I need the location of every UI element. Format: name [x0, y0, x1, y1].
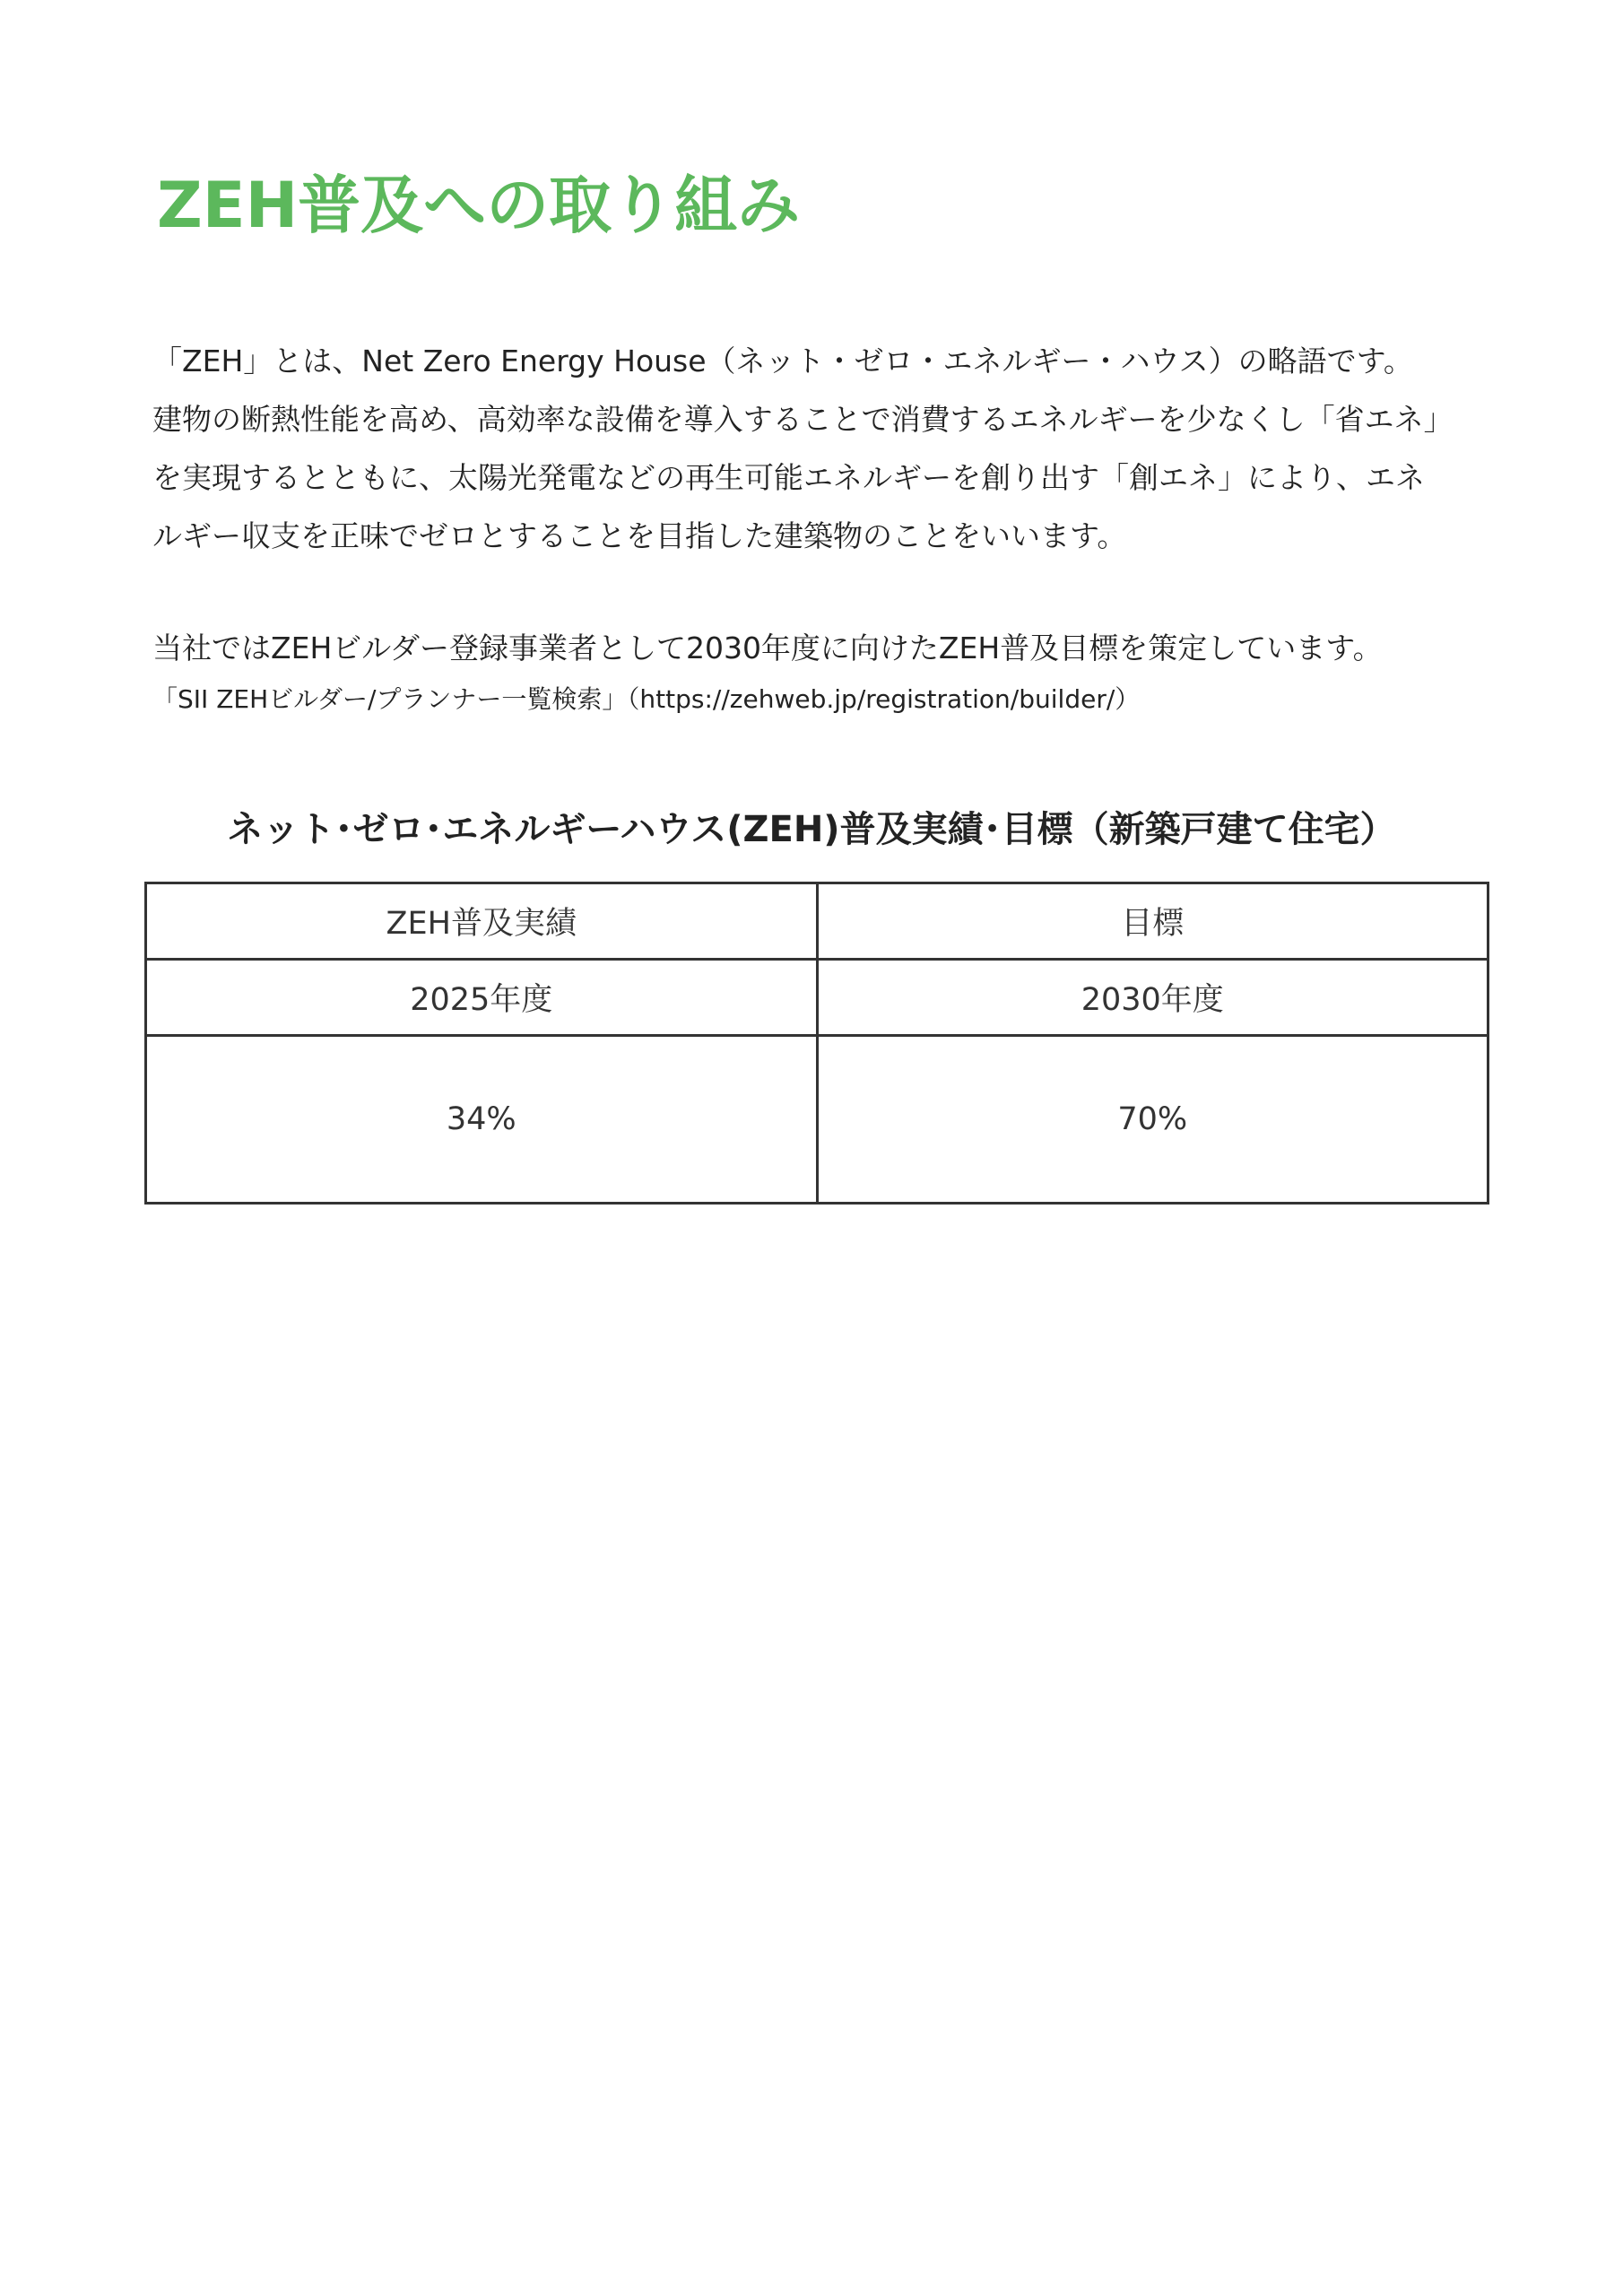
header-cell-target: 目標	[817, 883, 1488, 960]
table-title: ネット･ゼロ･エネルギーハウス(ZEH)普及実績･目標（新築戸建て住宅）	[227, 809, 1396, 850]
intro-line: を実現するとともに、太陽光発電などの再生可能エネルギーを創り出す「創エネ」により、エネ	[152, 460, 1425, 495]
value-cell-target: 70%	[817, 1036, 1488, 1204]
header-cell-results: ZEH普及実績	[146, 883, 818, 960]
intro-line: 「ZEH」とは、Net Zero Energy House（ネット・ゼロ・エネルギー・ハウス）の略語です。	[152, 344, 1413, 378]
year-cell-results: 2025年度	[146, 960, 818, 1036]
statement-text: 当社ではZEHビルダー登録事業者として2030年度に向けたZEH普及目標を策定しています。	[152, 631, 1383, 665]
paragraph-gap	[152, 565, 1480, 619]
intro-line: ルギー収支を正味でゼロとすることを目指した建築物のことをいいます。	[152, 518, 1127, 553]
table-row	[146, 883, 1488, 960]
zeh-target-table	[144, 882, 1489, 1205]
year-cell-target: 2030年度	[817, 960, 1488, 1036]
reference-note: 「SII ZEHビルダー/プランナー一覧検索」（https://zehweb.jp/registration/builder/）	[152, 684, 1141, 714]
intro-section	[152, 332, 1480, 722]
table-row	[146, 960, 1488, 1036]
table-row	[146, 1036, 1488, 1204]
page-title: ZEH普及への取り組み	[157, 169, 801, 242]
intro-line: 建物の断熱性能を高め、高効率な設備を導入することで消費するエネルギーを少なくし「省エネ」	[152, 402, 1454, 437]
value-cell-results: 34%	[146, 1036, 818, 1204]
